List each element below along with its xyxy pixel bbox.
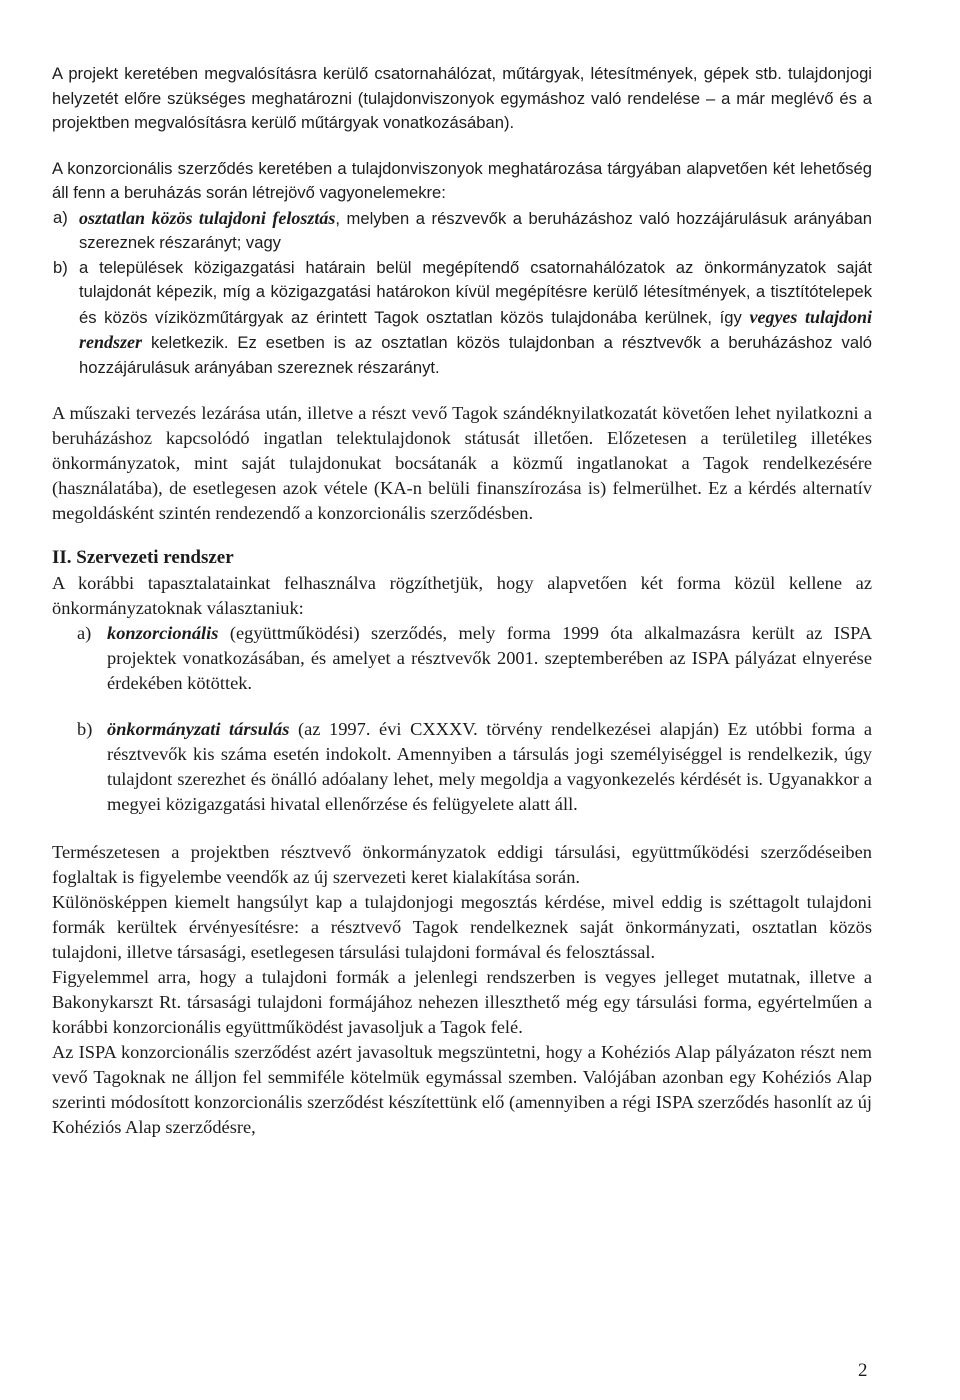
list-item: a) konzorcionális (együttműködési) szerződés, mely forma 1999 óta alkalmazásra került az ISPA projektek vonatkozásában, és amelyet a résztvevők 2001. szeptemberében az ISPA pályázat elnyerése érdekében kötöttek. xyxy=(52,621,872,696)
emphasis-term: konzorcionális xyxy=(107,623,219,643)
emphasis-term: osztatlan közös tulajdoni felosztás xyxy=(79,207,336,228)
page-number: 2 xyxy=(858,1360,868,1381)
list-item: b) a települések közigazgatási határain belül megépítendő csatornahálózatok az önkormányzatok saját tulajdonát képezik, míg a közigazgatási határokon kívül megépítésre kerülő létesítmények, a tisztítótelepek és közös víziközműtárgyak az érintett Tagok osztatlan közös tulajdonába kerülnek, így vegyes tulajdoni rendszer keletkezik. Ez esetben is az osztatlan közös tulajdonban a résztvevők a beruházáshoz való hozzájárulásuk arányában szereznek részarányt. xyxy=(52,256,872,381)
paragraph-recommendation: Figyelemmel arra, hogy a tulajdoni formák a jelenlegi rendszerben is vegyes jelleget mutatnak, illetve a Bakonykarszt Rt. társasági tulajdoni formájához nehezen illeszthető még egy társulási forma, egyértelműen a korábbi konzorcionális együttműködést javasoljuk a Tagok felé. xyxy=(52,967,872,1037)
paragraph-existing-agreements: Természetesen a projektben résztvevő önkormányzatok eddigi társulási, együttműködési szerződéseiben foglaltak is figyelembe veendők az új szervezeti keret kialakítása során. xyxy=(52,842,872,887)
paragraph-ispa-termination: Az ISPA konzorcionális szerződést azért javasoltuk megszüntetni, hogy a Kohéziós Alap pályázaton részt nem vevő Tagoknak ne álljon fel semmiféle kötelmük egymással szemben. Valójában azonban egy Kohéziós Alap szerinti módosított konzorcionális szerződést készítettünk elő (amennyiben a régi ISPA szerződés hasonlít az új Kohéziós Alap szerződésre, xyxy=(52,1042,872,1137)
emphasis-term: önkormányzati társulás xyxy=(107,719,290,739)
emphasis-term: vegyes tulajdoni rendszer xyxy=(79,306,872,352)
list-label: a) xyxy=(77,623,92,643)
list-label: b) xyxy=(53,257,68,277)
paragraph-ownership-options: A konzorcionális szerződés keretében a tulajdonviszonyok meghatározása tárgyában alapvetően két lehetőség áll fenn a beruházás során létrejövő vagyonelemekre: xyxy=(52,158,872,202)
list-label: b) xyxy=(77,719,93,739)
list-item: a) osztatlan közös tulajdoni felosztás, melyben a részvevők a beruházáshoz való hozzájárulásuk arányában szereznek részarányt; vagy xyxy=(52,206,872,256)
list-item: b) önkormányzati társulás (az 1997. évi CXXXV. törvény rendelkezései alapján) Ez utóbbi forma a résztvevők kis száma esetén indokolt. Amennyiben a társulás jogi személyiséggel is rendelkezik, úgy tulajdont szerezhet és önálló adóalany lehet, mely megoldja a vagyonkezelés kérdését is. Ugyanakkor a megyei közigazgatási hivatal ellenőrzése és felügyelete alatt áll. xyxy=(52,717,872,817)
paragraph-technical-planning: A műszaki tervezés lezárása után, illetve a részt vevő Tagok szándéknyilatkozatát követően lehet nyilatkozni a beruházáshoz kapcsolódó ingatlan telektulajdonok státusát illetően. Előzetesen a területileg illetékes önkormányzatok, mint saját tulajdonukat bocsátanák a közmű ingatlanokat a Tagok rendelkezésére (használatába), de esetlegesen azok vétele (KA-n belüli finanszírozása is) felmerülhet. Ez a kérdés alternatív megoldásként szintén rendezendő a konzorcionális szerződésben. xyxy=(52,403,872,523)
paragraph-ownership-split: Különösképpen kiemelt hangsúlyt kap a tulajdonjogi megosztás kérdése, mivel eddig is széttagolt tulajdoni formák kerültek érvényesítésre: a résztvevő Tagok rendelkeznek saját önkormányzati, osztatlan közös tulajdoni, illetve társasági, esetlegesen társulási tulajdoni formával és felosztással. xyxy=(52,892,872,962)
section-heading: II. Szervezeti rendszer xyxy=(52,547,234,568)
paragraph-intro: A projekt keretében megvalósításra kerülő csatornahálózat, műtárgyak, létesítmények, gépek stb. tulajdonjogi helyzetét előre szükséges meghatározni (tulajdonviszonyok egymáshoz való rendelése – a már meglévő és a projektben megvalósításra kerülő műtárgyak vonatkozásában). xyxy=(52,64,872,132)
list-label: a) xyxy=(53,207,68,227)
document-page xyxy=(52,62,872,1140)
paragraph-forms-intro: A korábbi tapasztalatainkat felhasználva rögzíthetjük, hogy alapvetően két forma közül kellene az önkormányzatoknak választaniuk: xyxy=(52,573,872,618)
